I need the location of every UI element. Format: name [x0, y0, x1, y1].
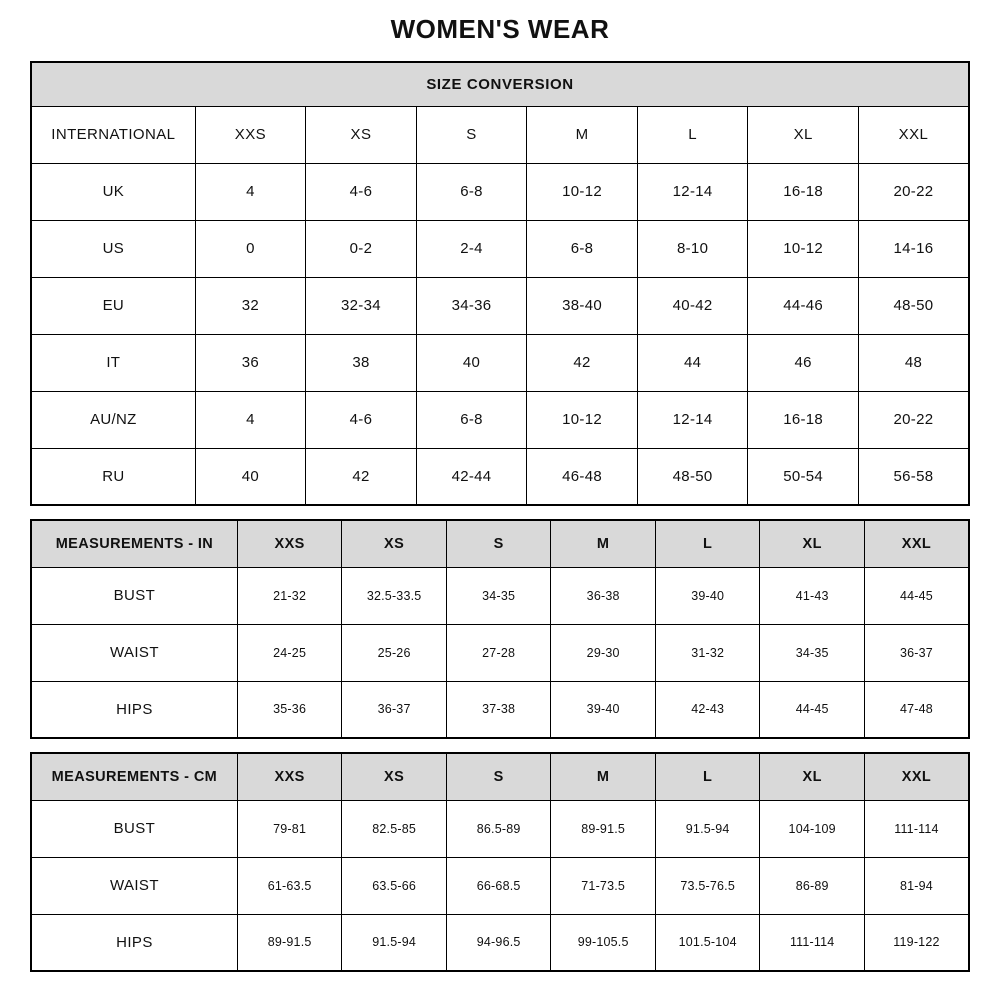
column-header: S [416, 106, 527, 163]
column-header: XL [760, 520, 865, 567]
row-label: UK [31, 163, 195, 220]
table-cell: 46 [748, 334, 859, 391]
table-cell: 36-37 [342, 681, 447, 738]
table-cell: 32 [195, 277, 306, 334]
table-cell: 32-34 [306, 277, 417, 334]
page-title: WOMEN'S WEAR [390, 14, 610, 44]
table-cell: 89-91.5 [237, 914, 342, 971]
table-cell: 40-42 [637, 277, 748, 334]
table-cell: 34-35 [760, 624, 865, 681]
table-cell: 4 [195, 163, 306, 220]
table-cell: 25-26 [342, 624, 447, 681]
table-cell: 38 [306, 334, 417, 391]
table-cell: 46-48 [527, 448, 638, 505]
table-cell: 12-14 [637, 391, 748, 448]
table-cell: 34-36 [416, 277, 527, 334]
row-label: BUST [31, 800, 237, 857]
column-header: XS [306, 106, 417, 163]
table-cell: 39-40 [655, 567, 760, 624]
table-row [31, 163, 969, 220]
table-row [31, 800, 969, 857]
column-header: XS [342, 753, 447, 800]
measurements-cm-table [30, 752, 970, 972]
row-label: WAIST [31, 857, 237, 914]
table-cell: 10-12 [527, 391, 638, 448]
table-cell: 94-96.5 [446, 914, 551, 971]
column-header: L [655, 753, 760, 800]
table-cell: 119-122 [864, 914, 969, 971]
table-cell: 66-68.5 [446, 857, 551, 914]
table-cell: 56-58 [858, 448, 969, 505]
table-header-row [31, 753, 969, 800]
measurements-in-table [30, 519, 970, 739]
table-cell: 42-43 [655, 681, 760, 738]
table-row [31, 391, 969, 448]
table-header-row [31, 520, 969, 567]
table-row [31, 914, 969, 971]
table-cell: 6-8 [416, 391, 527, 448]
table-cell: 111-114 [760, 914, 865, 971]
table-cell: 20-22 [858, 391, 969, 448]
table-cell: 16-18 [748, 163, 859, 220]
table-cell: 40 [195, 448, 306, 505]
row-label: RU [31, 448, 195, 505]
row-label: AU/NZ [31, 391, 195, 448]
table-row [31, 334, 969, 391]
table-cell: 36-37 [864, 624, 969, 681]
table-cell: 0 [195, 220, 306, 277]
table-cell: 24-25 [237, 624, 342, 681]
column-header: XXS [195, 106, 306, 163]
table-cell: 39-40 [551, 681, 656, 738]
table-cell: 27-28 [446, 624, 551, 681]
table-cell: 6-8 [527, 220, 638, 277]
column-header: XXL [858, 106, 969, 163]
table-cell: 4-6 [306, 391, 417, 448]
column-header: L [637, 106, 748, 163]
table-row [31, 857, 969, 914]
column-header: XS [342, 520, 447, 567]
table-title: SIZE CONVERSION [31, 62, 969, 106]
table-cell: 37-38 [446, 681, 551, 738]
table-cell: 91.5-94 [655, 800, 760, 857]
table-cell: 40 [416, 334, 527, 391]
column-header: XXS [237, 520, 342, 567]
table-row [31, 277, 969, 334]
column-header: XXL [864, 753, 969, 800]
column-header: M [551, 520, 656, 567]
table-cell: 10-12 [527, 163, 638, 220]
table-cell: 36-38 [551, 567, 656, 624]
table-cell: 111-114 [864, 800, 969, 857]
table-cell: 61-63.5 [237, 857, 342, 914]
table-cell: 12-14 [637, 163, 748, 220]
row-label: BUST [31, 567, 237, 624]
row-label: WAIST [31, 624, 237, 681]
table-cell: 35-36 [237, 681, 342, 738]
table-cell: 86.5-89 [446, 800, 551, 857]
table-cell: 2-4 [416, 220, 527, 277]
table-title-row [31, 62, 969, 106]
column-header: XL [760, 753, 865, 800]
table-cell: 10-12 [748, 220, 859, 277]
table-cell: 6-8 [416, 163, 527, 220]
column-header: M [527, 106, 638, 163]
table-cell: 41-43 [760, 567, 865, 624]
table-cell: 0-2 [306, 220, 417, 277]
table-cell: 44-45 [760, 681, 865, 738]
table-row [31, 681, 969, 738]
table-cell: 82.5-85 [342, 800, 447, 857]
table-row [31, 220, 969, 277]
row-label: US [31, 220, 195, 277]
table-cell: 42 [306, 448, 417, 505]
column-header: XL [748, 106, 859, 163]
table-cell: 48-50 [637, 448, 748, 505]
table-cell: 21-32 [237, 567, 342, 624]
column-header: M [551, 753, 656, 800]
column-header: XXL [864, 520, 969, 567]
row-label: HIPS [31, 681, 237, 738]
table-cell: 91.5-94 [342, 914, 447, 971]
table-cell: 44-45 [864, 567, 969, 624]
table-cell: 42-44 [416, 448, 527, 505]
table-row [31, 624, 969, 681]
table-cell: 71-73.5 [551, 857, 656, 914]
column-header: MEASUREMENTS - CM [31, 753, 237, 800]
table-cell: 48 [858, 334, 969, 391]
table-cell: 31-32 [655, 624, 760, 681]
table-cell: 50-54 [748, 448, 859, 505]
table-cell: 20-22 [858, 163, 969, 220]
table-cell: 104-109 [760, 800, 865, 857]
column-header: MEASUREMENTS - IN [31, 520, 237, 567]
table-cell: 79-81 [237, 800, 342, 857]
table-cell: 16-18 [748, 391, 859, 448]
table-cell: 8-10 [637, 220, 748, 277]
table-cell: 47-48 [864, 681, 969, 738]
row-label: HIPS [31, 914, 237, 971]
table-cell: 99-105.5 [551, 914, 656, 971]
table-cell: 89-91.5 [551, 800, 656, 857]
table-cell: 44 [637, 334, 748, 391]
column-header: INTERNATIONAL [31, 106, 195, 163]
column-header: XXS [237, 753, 342, 800]
table-cell: 86-89 [760, 857, 865, 914]
table-cell: 81-94 [864, 857, 969, 914]
table-cell: 29-30 [551, 624, 656, 681]
table-cell: 48-50 [858, 277, 969, 334]
table-cell: 38-40 [527, 277, 638, 334]
table-cell: 14-16 [858, 220, 969, 277]
column-header: S [446, 520, 551, 567]
row-label: EU [31, 277, 195, 334]
table-cell: 34-35 [446, 567, 551, 624]
row-label: IT [31, 334, 195, 391]
table-cell: 63.5-66 [342, 857, 447, 914]
table-cell: 101.5-104 [655, 914, 760, 971]
table-cell: 36 [195, 334, 306, 391]
table-header-row [31, 106, 969, 163]
size-conversion-table [30, 61, 970, 506]
table-cell: 73.5-76.5 [655, 857, 760, 914]
table-cell: 42 [527, 334, 638, 391]
column-header: L [655, 520, 760, 567]
table-cell: 4 [195, 391, 306, 448]
table-cell: 44-46 [748, 277, 859, 334]
table-cell: 4-6 [306, 163, 417, 220]
table-row [31, 448, 969, 505]
table-cell: 32.5-33.5 [342, 567, 447, 624]
table-row [31, 567, 969, 624]
column-header: S [446, 753, 551, 800]
